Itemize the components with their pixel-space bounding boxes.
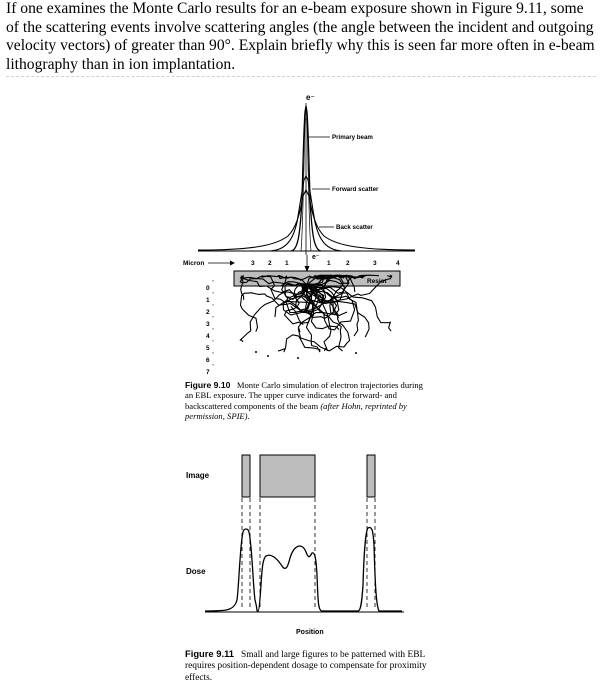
trajectory-dot [255, 351, 257, 353]
x-tick-label: 2 [268, 260, 272, 267]
figure-9-11 [186, 455, 404, 636]
x-tick-label: 3 [251, 260, 255, 267]
image-bar-small-right [367, 455, 375, 497]
figure-9-10-caption [185, 380, 430, 422]
back-scatter-label: Back scatter [336, 224, 373, 231]
y-tick-label: 0 [206, 285, 210, 292]
figure-9-11-caption-text: Small and large figures to be patterned with EBL requires position-dependent dosage to compensate for proximity effects. [185, 650, 427, 683]
x-tick-label: 2 [346, 260, 350, 267]
image-bar-small-left [242, 455, 250, 497]
x-tick-label: 1 [327, 260, 331, 267]
trajectory-dot [267, 355, 269, 357]
dose-curve [205, 528, 402, 611]
forward-scatter-label: Forward scatter [332, 186, 379, 193]
resist-label: Resist [367, 278, 387, 285]
incident-electron-label: e⁻ [312, 254, 320, 261]
y-tick-label: 2 [206, 309, 210, 316]
y-tick-label: 5 [206, 345, 210, 352]
y-tick-label: 6 [206, 357, 210, 364]
figure-9-11-caption [185, 648, 430, 684]
back-scatter-curve [198, 190, 415, 250]
image-label: Image [186, 471, 210, 480]
y-tick-label: 4 [206, 333, 210, 340]
micron-arrowhead [230, 261, 235, 266]
figure-9-10 [183, 93, 415, 376]
dose-label: Dose [186, 567, 206, 576]
y-tick-label: 7 [206, 369, 210, 376]
figure-9-10-caption-text: Monte Carlo simulation of electron trajectories during an EBL exposure. The upper curve indicates the forward- and backscattered components of the beam [185, 380, 423, 411]
y-tick-label: 1 [206, 297, 210, 304]
depth-axis [206, 280, 213, 376]
figure-9-10-caption-credit: (after Hohn, reprinted by permission, SPIE). [185, 400, 407, 422]
electron-trajectories [240, 275, 392, 352]
trajectory-dot [355, 352, 357, 354]
x-tick-label: 4 [396, 260, 400, 267]
figure-9-11-caption-title: Figure 9.11 [185, 648, 234, 659]
y-tick-label: 3 [206, 321, 210, 328]
image-bar-large [260, 455, 315, 497]
primary-beam-label: Primary beam [332, 134, 373, 141]
x-tick-label: 3 [373, 260, 377, 267]
position-label: Position [296, 629, 324, 636]
x-tick-label: 1 [285, 260, 289, 267]
electron-label: e⁻ [306, 93, 315, 102]
image-guides [242, 498, 375, 610]
micron-label: Micron [183, 260, 205, 267]
question-text: If one examines the Monte Carlo results for an e-beam exposure shown in Figure 9.11, some of the scattering events involve scattering angles (the angle between the incident and outgoing velocity vectors) of greater than 90°. Explain briefly why this is seen far more often in e-beam lithography than in ion implantation. [6, 0, 595, 73]
trajectory-dot [297, 357, 299, 359]
figure-9-10-caption-title: Figure 9.10 [185, 380, 231, 390]
